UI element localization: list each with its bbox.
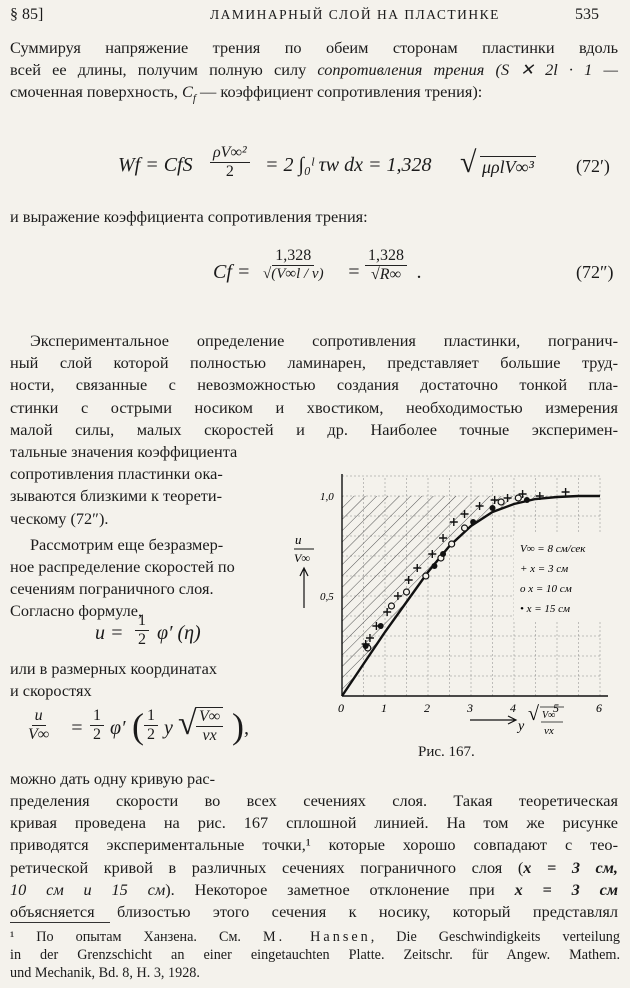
data-point-dot — [524, 497, 530, 503]
text-line: приводятся экспериментальные точки,¹ которые хорошо совпадают с тео- — [10, 835, 618, 855]
paragraph-curve — [10, 790, 618, 923]
fraction-denominator: νx — [202, 727, 217, 744]
text-span: — коэффициент сопротивления трения): — [195, 82, 483, 102]
radicand: μρlV∞³ — [482, 157, 534, 177]
footnote-rule — [10, 922, 110, 923]
text-line — [10, 928, 620, 946]
equation-middle: = 2 ∫₀ˡ τw dx = 1,328 — [265, 154, 432, 176]
data-point-dot — [440, 551, 446, 557]
text-line: стинки с острыми носиком и хвостиком, необходимостью измерения — [10, 397, 618, 417]
text-line: ности, связанные с невозможностью создания достаточно тонкой пла- — [10, 375, 618, 395]
text-line: ческому (72″). — [10, 508, 109, 528]
text-span: ¹ По опытам Ханзена. См. — [10, 929, 263, 945]
text-span: x = 3 см, — [523, 857, 618, 877]
x-tick-label: 2 — [424, 701, 430, 715]
legend-entry: + x = 3 см — [520, 563, 569, 575]
sqrt-sign-icon: √ — [460, 146, 477, 179]
paragraph-experimental — [10, 330, 618, 441]
x-axis-arrow-icon — [470, 716, 516, 724]
y-tick-label: 0,5 — [320, 591, 334, 603]
paren-open: ( — [132, 706, 144, 746]
text-line: объясняется близостью этого сечения к носику, который представлял — [10, 902, 618, 922]
x-tick-label: 1 — [381, 701, 387, 715]
comma: , — [244, 717, 249, 739]
text-line: Рассмотрим еще безразмер- — [30, 534, 224, 554]
text-span: ретической кривой в различных сечениях пограничного слоя ( — [10, 857, 524, 877]
fraction — [144, 707, 158, 744]
phi-prime: φ′ — [110, 717, 126, 739]
left-column-text — [10, 441, 282, 623]
text-line: сечениям пограничного слоя. — [10, 579, 214, 599]
equation-number: (72′) — [576, 156, 610, 176]
data-point-circle — [404, 589, 410, 595]
fraction-numerator: ρV∞² — [210, 144, 250, 163]
symbol-subscript: f — [192, 92, 196, 105]
fraction-denominator: √(V∞l / ν) — [263, 266, 324, 282]
legend-entry: V∞ = 8 см/сек — [520, 543, 586, 555]
y-tick-label: 1,0 — [320, 491, 334, 503]
emphasis-term: сопротивления трения — [317, 60, 485, 80]
text-line — [10, 81, 618, 109]
x-label-sqrt-icon: √ — [528, 703, 539, 725]
data-point-dot — [363, 643, 369, 649]
data-point-circle — [498, 499, 504, 505]
x-tick-label: 4 — [510, 701, 516, 715]
fraction-numerator: 1,328 — [272, 247, 314, 266]
text-span: 10 см и 15 см — [10, 879, 166, 899]
data-point-dot — [490, 505, 496, 511]
x-tick-label: 6 — [596, 701, 602, 715]
data-point-circle — [462, 525, 468, 531]
text-line: тальные значения коэффициента — [10, 442, 238, 461]
y-label-denominator: V∞ — [294, 551, 310, 565]
variable-y: y — [164, 717, 173, 739]
text-line: пределения скорости во всех сечениях слоя. Такая теоретическая — [10, 791, 618, 810]
x-tick-label: 0 — [338, 701, 344, 715]
figure-167 — [290, 458, 620, 768]
fraction — [196, 707, 223, 745]
paren-close: ) — [232, 706, 244, 746]
data-point-circle — [388, 603, 394, 609]
equation-72-double-prime — [205, 245, 445, 317]
text-line: зываются близкими к теорети- — [10, 486, 223, 506]
text-line: und Mechanik, Bd. 8, H. 3, 1928. — [10, 965, 200, 981]
x-tick-label: 3 — [467, 701, 473, 715]
figure-caption: Рис. 167. — [418, 744, 475, 760]
fraction-denominator: 2 — [147, 726, 155, 743]
x-label-variable: y — [518, 719, 525, 734]
fraction-numerator: 1 — [144, 707, 158, 726]
data-point-plus — [562, 488, 570, 496]
text-line: ное распределение скоростей по — [10, 557, 235, 577]
data-point-circle — [449, 541, 455, 547]
text-span: ). Некоторое заметное отклонение при — [165, 879, 515, 899]
text-line — [10, 879, 618, 901]
period: . — [417, 261, 422, 283]
text-span: (S ✕ 2l · 1 — — [484, 60, 618, 80]
text-span: всей ее длины, получим полную силу — [10, 60, 318, 80]
paragraph-intro-2: и выражение коэффициента сопротивления трения: — [10, 207, 368, 226]
equals-sign: = — [70, 717, 84, 739]
author-name: M. Hansen — [263, 929, 371, 945]
text-line: можно дать одну кривую рас- — [10, 769, 216, 788]
data-point-dot — [470, 519, 476, 525]
fraction — [28, 707, 49, 744]
text-line: Экспериментальное определение сопротивления пластинки, погранич- — [30, 331, 618, 350]
text-line: Суммируя напряжение трения по обеим сторонам пластинки вдоль — [10, 38, 618, 57]
sqrt-sign-icon: √ — [178, 705, 197, 742]
fraction-denominator: 2 — [93, 726, 101, 743]
equation-dimensional — [28, 703, 288, 759]
section-number: § 85] — [10, 6, 44, 23]
equation-72-prime — [110, 142, 560, 194]
fraction-numerator: 1,328 — [365, 247, 407, 266]
equation-lhs: u = — [95, 622, 124, 644]
fraction — [263, 247, 324, 283]
text-line: сопротивления пластинки ока- — [10, 464, 223, 484]
fraction — [365, 247, 407, 284]
legend-entry: • x = 15 см — [520, 603, 571, 615]
equation-u-phi — [95, 612, 245, 656]
x-label-denominator: νx — [544, 725, 554, 737]
page-number: 535 — [575, 6, 599, 23]
equation-number: (72″) — [576, 262, 614, 282]
text-line — [10, 59, 618, 81]
fraction-denominator: V∞ — [28, 726, 50, 743]
x-tick-label: 5 — [553, 701, 559, 715]
data-point-dot — [378, 623, 384, 629]
text-line: in der Grenzschicht an einer eingetauchten Platte. Zeitschr. für Angew. Mathem. — [10, 947, 620, 963]
equation-rhs: φ′ (η) — [157, 622, 201, 644]
text-line: или в размерных координатах — [10, 659, 217, 678]
text-line — [10, 857, 618, 879]
equals-sign: = — [347, 261, 361, 283]
fraction-numerator: u — [32, 707, 46, 726]
data-point-dot — [431, 563, 437, 569]
symbol: C — [182, 82, 193, 102]
velocity-profile-chart — [290, 458, 620, 768]
fraction-denominator: 2 — [138, 631, 146, 648]
fraction-numerator: 1 — [90, 707, 104, 726]
data-point-circle — [423, 573, 429, 579]
legend-entry: o x = 10 см — [520, 583, 572, 595]
text-line: Согласно формуле, — [10, 601, 143, 621]
x-label-numerator: V∞ — [542, 710, 556, 721]
fraction — [210, 144, 250, 181]
data-point-circle — [515, 495, 521, 501]
text-line: и скоростях — [10, 681, 92, 701]
text-line: кривая проведена на рис. 167 сплошной линией. На том же рисунке — [10, 813, 618, 833]
text-line: малой силы, малых скоростей и др. Наиболее точные эксперимен- — [10, 419, 618, 439]
fraction-numerator: V∞ — [196, 708, 223, 727]
equation-lhs: Wf = CfS — [118, 154, 193, 176]
running-title: ЛАМИНАРНЫЙ СЛОЙ НА ПЛАСТИНКЕ — [210, 7, 500, 22]
left-column-text-2 — [10, 658, 282, 702]
y-label-numerator: u — [295, 532, 302, 547]
text-span: , Die Geschwindigkeits verteilung — [370, 929, 620, 945]
footnote — [10, 928, 620, 982]
fraction-denominator: 2 — [225, 163, 234, 180]
paragraph-intro — [10, 37, 618, 110]
fraction — [90, 707, 104, 744]
fraction — [135, 612, 149, 649]
fraction-numerator: 1 — [135, 612, 149, 631]
y-axis-arrow-icon — [300, 568, 308, 608]
text-span: смоченная поверхность, — [10, 82, 182, 102]
text-span: x = 3 см — [514, 879, 618, 899]
text-line: ный слой которой полностью ламинарен, представляет большие труд- — [10, 353, 618, 373]
equation-lhs: Cf = — [213, 261, 251, 283]
fraction-denominator: √R∞ — [371, 266, 401, 283]
